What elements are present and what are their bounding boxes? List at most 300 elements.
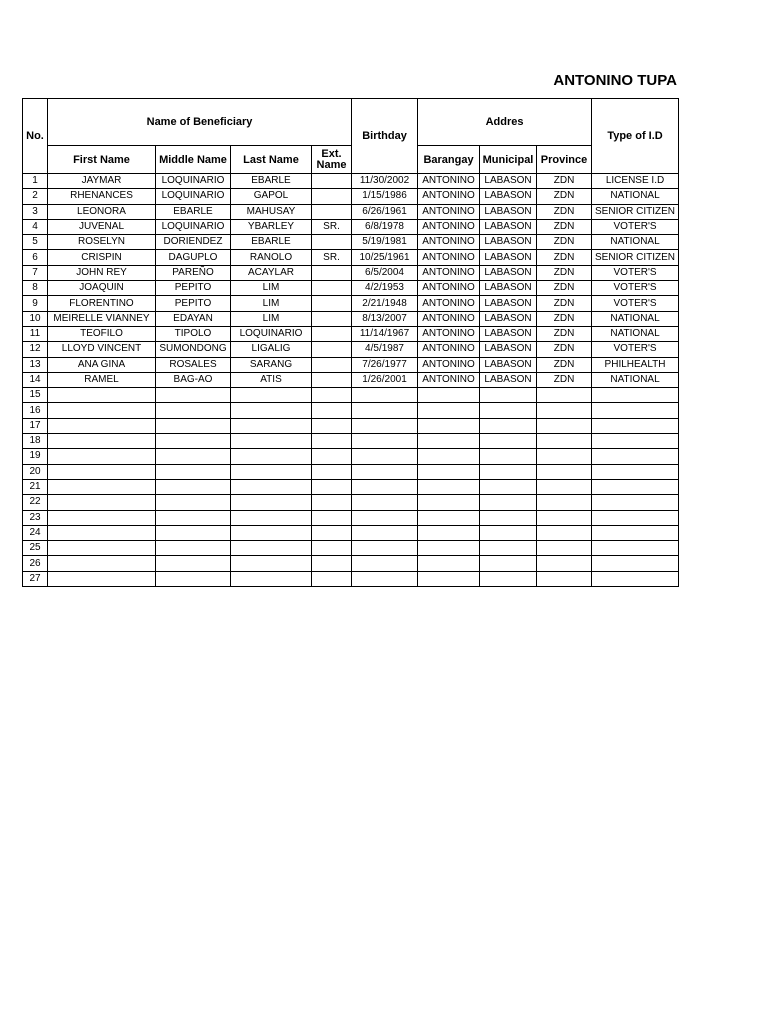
cell-last-name [231, 418, 312, 433]
table-row [23, 525, 679, 540]
cell-ext-name [312, 174, 352, 189]
cell-type-of-id: PHILHEALTH [592, 357, 679, 372]
cell-first-name [48, 479, 156, 494]
cell-municipal [480, 510, 537, 525]
cell-province: ZDN [537, 311, 592, 326]
cell-no: 22 [23, 495, 48, 510]
cell-no: 4 [23, 219, 48, 234]
cell-first-name: MEIRELLE VIANNEY [48, 311, 156, 326]
cell-first-name [48, 434, 156, 449]
cell-barangay: ANTONINO [418, 250, 480, 265]
table-row [23, 556, 679, 571]
cell-municipal [480, 449, 537, 464]
cell-province: ZDN [537, 296, 592, 311]
cell-province: ZDN [537, 219, 592, 234]
header-ext-name-line2: Name [316, 158, 347, 171]
cell-no: 21 [23, 479, 48, 494]
cell-no: 19 [23, 449, 48, 464]
cell-middle-name: TIPOLO [156, 326, 231, 341]
cell-birthday [352, 418, 418, 433]
cell-birthday: 10/25/1961 [352, 250, 418, 265]
cell-type-of-id: SENIOR CITIZEN [592, 204, 679, 219]
table-row [23, 204, 679, 219]
cell-barangay [418, 464, 480, 479]
cell-barangay [418, 495, 480, 510]
cell-first-name: RAMEL [48, 372, 156, 387]
header-barangay: Barangay [418, 146, 480, 174]
cell-birthday [352, 403, 418, 418]
cell-last-name: ATIS [231, 372, 312, 387]
cell-last-name: LIM [231, 311, 312, 326]
cell-barangay [418, 571, 480, 586]
cell-last-name: LIM [231, 296, 312, 311]
cell-ext-name [312, 510, 352, 525]
cell-first-name [48, 495, 156, 510]
cell-type-of-id [592, 571, 679, 586]
cell-ext-name [312, 388, 352, 403]
cell-type-of-id: VOTER'S [592, 219, 679, 234]
cell-no: 23 [23, 510, 48, 525]
header-birthday: Birthday [352, 99, 418, 174]
table-row [23, 265, 679, 280]
cell-birthday: 5/19/1981 [352, 235, 418, 250]
cell-middle-name: PEPITO [156, 296, 231, 311]
table-row [23, 311, 679, 326]
cell-barangay [418, 449, 480, 464]
cell-province [537, 556, 592, 571]
cell-barangay: ANTONINO [418, 265, 480, 280]
table-row [23, 174, 679, 189]
cell-last-name: EBARLE [231, 235, 312, 250]
cell-middle-name [156, 495, 231, 510]
cell-province [537, 464, 592, 479]
cell-type-of-id: NATIONAL [592, 326, 679, 341]
cell-barangay: ANTONINO [418, 357, 480, 372]
cell-middle-name: SUMONDONG [156, 342, 231, 357]
cell-no: 15 [23, 388, 48, 403]
cell-barangay [418, 388, 480, 403]
header-ext-name-line1: Ext. [321, 147, 342, 160]
cell-first-name: ROSELYN [48, 235, 156, 250]
cell-no: 24 [23, 525, 48, 540]
cell-no: 9 [23, 296, 48, 311]
cell-province: ZDN [537, 342, 592, 357]
cell-middle-name: LOQUINARIO [156, 174, 231, 189]
header-municipal: Municipal [480, 146, 537, 174]
cell-birthday [352, 464, 418, 479]
cell-ext-name [312, 189, 352, 204]
cell-no: 1 [23, 174, 48, 189]
header-address: Addres [418, 99, 592, 146]
cell-birthday: 11/14/1967 [352, 326, 418, 341]
table-row [23, 464, 679, 479]
cell-province: ZDN [537, 174, 592, 189]
cell-no: 11 [23, 326, 48, 341]
cell-province [537, 479, 592, 494]
cell-municipal [480, 403, 537, 418]
cell-last-name [231, 556, 312, 571]
cell-middle-name [156, 449, 231, 464]
cell-middle-name: EDAYAN [156, 311, 231, 326]
table-row [23, 403, 679, 418]
cell-type-of-id: NATIONAL [592, 311, 679, 326]
cell-last-name [231, 464, 312, 479]
cell-municipal: LABASON [480, 296, 537, 311]
cell-first-name: RHENANCES [48, 189, 156, 204]
cell-birthday [352, 388, 418, 403]
cell-middle-name: BAG-AO [156, 372, 231, 387]
table-row [23, 479, 679, 494]
table-row [23, 418, 679, 433]
cell-first-name [48, 541, 156, 556]
header-first-name: First Name [48, 146, 156, 174]
cell-ext-name [312, 525, 352, 540]
cell-no: 5 [23, 235, 48, 250]
cell-municipal: LABASON [480, 326, 537, 341]
cell-barangay [418, 525, 480, 540]
cell-barangay [418, 510, 480, 525]
cell-birthday [352, 525, 418, 540]
cell-province [537, 510, 592, 525]
cell-last-name [231, 510, 312, 525]
cell-municipal [480, 479, 537, 494]
cell-no: 14 [23, 372, 48, 387]
cell-last-name [231, 479, 312, 494]
table-row [23, 296, 679, 311]
cell-municipal [480, 388, 537, 403]
cell-barangay: ANTONINO [418, 189, 480, 204]
cell-ext-name [312, 281, 352, 296]
cell-province [537, 403, 592, 418]
cell-middle-name [156, 418, 231, 433]
cell-type-of-id [592, 510, 679, 525]
header-name-of-beneficiary: Name of Beneficiary [48, 99, 352, 146]
cell-birthday [352, 449, 418, 464]
cell-ext-name [312, 541, 352, 556]
cell-birthday: 7/26/1977 [352, 357, 418, 372]
cell-ext-name [312, 449, 352, 464]
cell-barangay [418, 479, 480, 494]
cell-first-name [48, 556, 156, 571]
cell-first-name: TEOFILO [48, 326, 156, 341]
cell-province [537, 449, 592, 464]
cell-no: 17 [23, 418, 48, 433]
cell-birthday: 1/26/2001 [352, 372, 418, 387]
cell-first-name: JUVENAL [48, 219, 156, 234]
cell-first-name: FLORENTINO [48, 296, 156, 311]
table-row [23, 189, 679, 204]
cell-first-name: JAYMAR [48, 174, 156, 189]
table-row [23, 449, 679, 464]
cell-municipal: LABASON [480, 235, 537, 250]
header-province: Province [537, 146, 592, 174]
cell-last-name: LOQUINARIO [231, 326, 312, 341]
cell-no: 7 [23, 265, 48, 280]
cell-no: 10 [23, 311, 48, 326]
table-row [23, 357, 679, 372]
cell-first-name [48, 388, 156, 403]
cell-ext-name [312, 464, 352, 479]
cell-type-of-id: VOTER'S [592, 281, 679, 296]
cell-middle-name [156, 403, 231, 418]
cell-no: 25 [23, 541, 48, 556]
cell-last-name: GAPOL [231, 189, 312, 204]
cell-first-name [48, 510, 156, 525]
table-row [23, 326, 679, 341]
table-row [23, 342, 679, 357]
cell-last-name [231, 541, 312, 556]
cell-province: ZDN [537, 357, 592, 372]
cell-first-name [48, 525, 156, 540]
cell-last-name: YBARLEY [231, 219, 312, 234]
cell-middle-name [156, 556, 231, 571]
cell-type-of-id [592, 556, 679, 571]
cell-last-name [231, 571, 312, 586]
cell-province: ZDN [537, 372, 592, 387]
cell-province [537, 418, 592, 433]
table-row [23, 235, 679, 250]
cell-barangay: ANTONINO [418, 174, 480, 189]
cell-barangay: ANTONINO [418, 235, 480, 250]
cell-province: ZDN [537, 250, 592, 265]
cell-ext-name [312, 479, 352, 494]
cell-ext-name [312, 326, 352, 341]
cell-birthday [352, 510, 418, 525]
table-row [23, 219, 679, 234]
cell-middle-name [156, 479, 231, 494]
cell-ext-name [312, 418, 352, 433]
cell-middle-name [156, 510, 231, 525]
cell-type-of-id [592, 495, 679, 510]
table-row [23, 510, 679, 525]
cell-ext-name: SR. [312, 219, 352, 234]
cell-first-name: JOAQUIN [48, 281, 156, 296]
cell-municipal [480, 571, 537, 586]
cell-first-name [48, 418, 156, 433]
cell-no: 20 [23, 464, 48, 479]
cell-birthday: 8/13/2007 [352, 311, 418, 326]
cell-province [537, 388, 592, 403]
cell-barangay [418, 418, 480, 433]
cell-ext-name [312, 434, 352, 449]
cell-type-of-id: NATIONAL [592, 235, 679, 250]
cell-last-name [231, 449, 312, 464]
table-row [23, 571, 679, 586]
cell-type-of-id: VOTER'S [592, 296, 679, 311]
cell-last-name: LIGALIG [231, 342, 312, 357]
cell-first-name: CRISPIN [48, 250, 156, 265]
cell-first-name [48, 449, 156, 464]
cell-no: 6 [23, 250, 48, 265]
cell-middle-name: PEPITO [156, 281, 231, 296]
cell-middle-name [156, 541, 231, 556]
cell-ext-name [312, 342, 352, 357]
cell-first-name: LEONORA [48, 204, 156, 219]
cell-middle-name [156, 464, 231, 479]
cell-municipal: LABASON [480, 357, 537, 372]
cell-last-name: SARANG [231, 357, 312, 372]
cell-province: ZDN [537, 326, 592, 341]
cell-birthday [352, 434, 418, 449]
cell-barangay: ANTONINO [418, 204, 480, 219]
cell-no: 26 [23, 556, 48, 571]
cell-province [537, 495, 592, 510]
cell-birthday [352, 556, 418, 571]
cell-type-of-id: SENIOR CITIZEN [592, 250, 679, 265]
cell-province [537, 571, 592, 586]
cell-middle-name: DAGUPLO [156, 250, 231, 265]
cell-first-name: LLOYD VINCENT [48, 342, 156, 357]
cell-ext-name [312, 235, 352, 250]
cell-ext-name [312, 372, 352, 387]
cell-no: 2 [23, 189, 48, 204]
cell-barangay: ANTONINO [418, 372, 480, 387]
cell-birthday: 4/2/1953 [352, 281, 418, 296]
cell-type-of-id: NATIONAL [592, 189, 679, 204]
cell-type-of-id [592, 525, 679, 540]
cell-municipal [480, 556, 537, 571]
table-row [23, 281, 679, 296]
header-last-name: Last Name [231, 146, 312, 174]
cell-birthday: 4/5/1987 [352, 342, 418, 357]
cell-middle-name [156, 388, 231, 403]
header-middle-name: Middle Name [156, 146, 231, 174]
cell-province: ZDN [537, 281, 592, 296]
cell-no: 18 [23, 434, 48, 449]
cell-no: 27 [23, 571, 48, 586]
cell-barangay: ANTONINO [418, 311, 480, 326]
cell-municipal [480, 418, 537, 433]
cell-middle-name: PAREÑO [156, 265, 231, 280]
cell-barangay [418, 541, 480, 556]
cell-middle-name: LOQUINARIO [156, 189, 231, 204]
cell-type-of-id [592, 403, 679, 418]
cell-first-name [48, 571, 156, 586]
cell-ext-name [312, 556, 352, 571]
cell-last-name [231, 434, 312, 449]
table-row [23, 541, 679, 556]
cell-barangay: ANTONINO [418, 219, 480, 234]
cell-last-name [231, 403, 312, 418]
table-row [23, 495, 679, 510]
cell-birthday: 11/30/2002 [352, 174, 418, 189]
cell-type-of-id: VOTER'S [592, 265, 679, 280]
cell-no: 8 [23, 281, 48, 296]
cell-barangay [418, 403, 480, 418]
cell-middle-name [156, 525, 231, 540]
cell-no: 3 [23, 204, 48, 219]
table-row [23, 250, 679, 265]
cell-province [537, 434, 592, 449]
cell-middle-name [156, 571, 231, 586]
cell-municipal [480, 525, 537, 540]
cell-last-name [231, 495, 312, 510]
cell-first-name [48, 464, 156, 479]
cell-municipal: LABASON [480, 204, 537, 219]
cell-type-of-id: VOTER'S [592, 342, 679, 357]
header-no: No. [23, 99, 48, 174]
cell-birthday [352, 571, 418, 586]
beneficiary-table [22, 98, 679, 587]
cell-ext-name [312, 204, 352, 219]
cell-municipal [480, 541, 537, 556]
cell-barangay [418, 556, 480, 571]
cell-last-name [231, 525, 312, 540]
cell-birthday: 2/21/1948 [352, 296, 418, 311]
cell-barangay: ANTONINO [418, 296, 480, 311]
cell-last-name: LIM [231, 281, 312, 296]
cell-type-of-id [592, 388, 679, 403]
cell-ext-name [312, 495, 352, 510]
cell-middle-name: ROSALES [156, 357, 231, 372]
cell-ext-name: SR. [312, 250, 352, 265]
cell-birthday [352, 495, 418, 510]
cell-municipal [480, 495, 537, 510]
cell-birthday [352, 479, 418, 494]
cell-type-of-id [592, 434, 679, 449]
cell-municipal [480, 434, 537, 449]
cell-first-name: JOHN REY [48, 265, 156, 280]
cell-municipal: LABASON [480, 219, 537, 234]
table-row [23, 434, 679, 449]
cell-municipal: LABASON [480, 311, 537, 326]
cell-ext-name [312, 296, 352, 311]
cell-province: ZDN [537, 204, 592, 219]
cell-province [537, 541, 592, 556]
cell-birthday: 6/26/1961 [352, 204, 418, 219]
cell-no: 12 [23, 342, 48, 357]
cell-birthday: 6/8/1978 [352, 219, 418, 234]
cell-middle-name: EBARLE [156, 204, 231, 219]
cell-province: ZDN [537, 235, 592, 250]
cell-type-of-id [592, 464, 679, 479]
cell-middle-name: LOQUINARIO [156, 219, 231, 234]
cell-ext-name [312, 311, 352, 326]
cell-last-name: MAHUSAY [231, 204, 312, 219]
table-row [23, 372, 679, 387]
cell-municipal: LABASON [480, 174, 537, 189]
cell-province: ZDN [537, 265, 592, 280]
cell-ext-name [312, 403, 352, 418]
cell-ext-name [312, 265, 352, 280]
cell-last-name: ACAYLAR [231, 265, 312, 280]
cell-municipal: LABASON [480, 189, 537, 204]
cell-first-name: ANA GINA [48, 357, 156, 372]
cell-middle-name: DORIENDEZ [156, 235, 231, 250]
cell-barangay: ANTONINO [418, 342, 480, 357]
cell-barangay: ANTONINO [418, 326, 480, 341]
cell-first-name [48, 403, 156, 418]
cell-birthday [352, 541, 418, 556]
sheet-title: ANTONINO TUPA [553, 72, 677, 89]
header-type-of-id: Type of I.D [592, 99, 679, 174]
cell-barangay: ANTONINO [418, 281, 480, 296]
cell-last-name [231, 388, 312, 403]
cell-type-of-id [592, 418, 679, 433]
cell-municipal: LABASON [480, 281, 537, 296]
header-ext-name [312, 146, 352, 174]
cell-municipal: LABASON [480, 342, 537, 357]
cell-municipal: LABASON [480, 250, 537, 265]
cell-birthday: 1/15/1986 [352, 189, 418, 204]
cell-no: 13 [23, 357, 48, 372]
cell-last-name: EBARLE [231, 174, 312, 189]
cell-type-of-id: NATIONAL [592, 372, 679, 387]
table-row [23, 388, 679, 403]
cell-birthday: 6/5/2004 [352, 265, 418, 280]
cell-municipal: LABASON [480, 372, 537, 387]
cell-last-name: RANOLO [231, 250, 312, 265]
